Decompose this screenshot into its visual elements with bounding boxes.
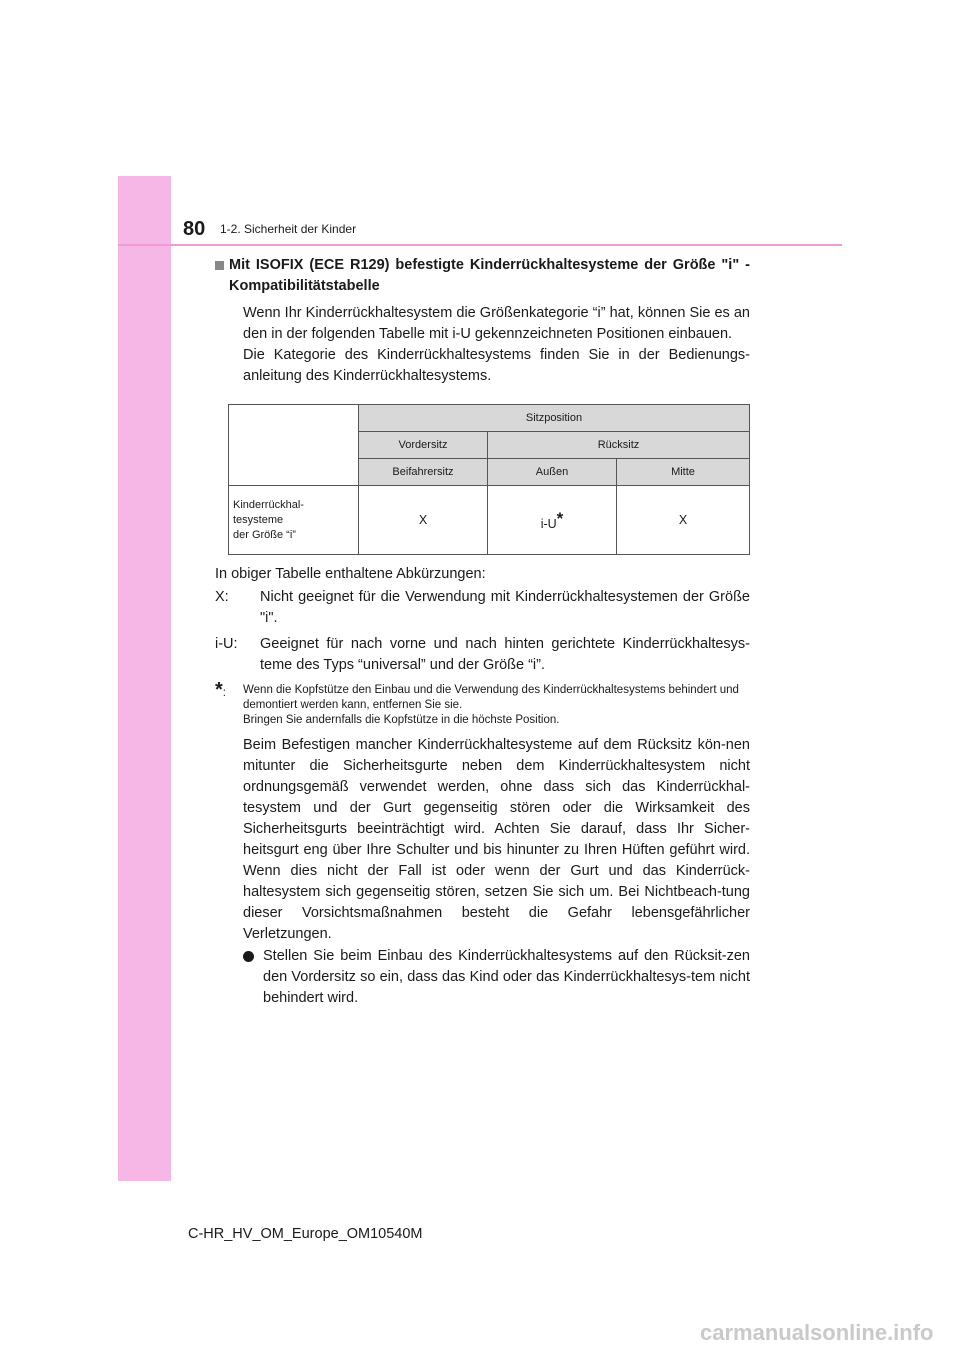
compatibility-table	[228, 404, 750, 555]
footnote-colon: :	[222, 687, 226, 699]
table-header-front: Vordersitz	[359, 432, 488, 459]
abbreviation-text: Nicht geeignet für die Verwendung mit Kinderrückhaltesystemen der Größe "i".	[260, 589, 750, 626]
cell-center: X	[617, 486, 750, 555]
cell-outer	[488, 486, 617, 555]
section-title: 1-2. Sicherheit der Kinder	[220, 222, 357, 236]
heading-text: Mit ISOFIX (ECE R129) befestigte Kinderrückhaltesysteme der Größe "i" - Kompatibilitätstabelle	[229, 257, 750, 294]
intro-paragraph-2: Die Kategorie des Kinderrückhaltesystems finden Sie in der Bedienungs-anleitung des Kinderrückhaltesystems.	[243, 347, 750, 384]
table-corner-cell	[229, 405, 359, 486]
table-header-center: Mitte	[617, 459, 750, 486]
footnote	[215, 679, 750, 728]
table-row-label	[229, 486, 359, 555]
table-header-outer: Außen	[488, 459, 617, 486]
warning-paragraph: Beim Befestigen mancher Kinderrückhaltesysteme auf dem Rücksitz kön-nen mitunter die Sicherheitsgurte neben dem Kinderrückhaltesystem nicht ordnungsgemäß verwendet werden, ohne dass sich das Kinderrückhal-tesystem und der Gurt gegenseitig stören oder die Wirksamkeit des Sicherheitsgurts beeinträchtigt wird. Achten Sie darauf, dass Ihr Sicher-heitsgurt eng über Ihre Schulter und bis hinunter zu Ihren Hüften geführt wird. Wenn dies nicht der Fall ist oder wenn der Gurt und das Kinderrück-haltesystem sich gegenseitig stören, setzen Sie sich um. Bei Nichtbeach-tung dieser Vorsichtsmaßnahmen besteht die Gefahr lebensgefährlicher Verletzungen.	[243, 737, 750, 942]
page-number: 80	[183, 218, 206, 240]
footnote-mark	[215, 679, 243, 728]
abbreviation-item	[215, 634, 750, 676]
table-row	[229, 486, 750, 555]
round-bullet-icon	[243, 951, 254, 962]
intro-paragraph: Wenn Ihr Kinderrückhaltesystem die Größenkategorie “i” hat, können Sie es an den in der folgenden Tabelle mit i-U gekennzeichneten Positionen einbauen.	[243, 305, 750, 342]
footnote-text: Wenn die Kopfstütze den Einbau und die Verwendung des Kinderrückhaltesystems behindert und demontiert werden kann, entfernen Sie sie. Bringen Sie andernfalls die Kopfstütze in die höchste Position.	[243, 684, 739, 726]
table-header-passenger: Beifahrersitz	[359, 459, 488, 486]
asterisk-icon: *	[215, 679, 223, 701]
abbreviation-term: i-U:	[215, 636, 238, 652]
bullet-text: Stellen Sie beim Einbau des Kinderrückhaltesystems auf den Rücksit-zen den Vordersitz so ein, dass das Kind oder das Kinderrückhaltesys-tem nicht behindert wird.	[263, 948, 750, 1006]
row-label-text: Kinderrückhal- tesysteme der Größe “i”	[233, 498, 304, 541]
abbreviation-term: X:	[215, 589, 229, 605]
abbreviation-intro: In obiger Tabelle enthaltene Abkürzungen:	[215, 566, 486, 582]
header-rule	[118, 244, 842, 246]
main-content	[215, 255, 750, 1009]
abbreviation-text: Geeignet für nach vorne und nach hinten gerichtete Kinderrückhaltesys-teme des Typs “universal” und der Größe “i”.	[260, 636, 750, 673]
table-header-rear: Rücksitz	[488, 432, 750, 459]
cell-passenger: X	[359, 486, 488, 555]
section-heading	[215, 255, 750, 297]
side-color-bar	[118, 176, 171, 1181]
footer-code: C-HR_HV_OM_Europe_OM10540M	[188, 1226, 423, 1242]
cell-outer-value: i-U	[540, 517, 557, 531]
square-bullet-icon	[215, 261, 224, 270]
watermark: carmanualsonline.info	[700, 1320, 934, 1345]
bullet-item	[215, 946, 750, 1009]
table-header-sitzposition: Sitzposition	[359, 405, 750, 432]
abbreviation-item	[215, 587, 750, 629]
footnote-marker: *	[556, 509, 564, 528]
